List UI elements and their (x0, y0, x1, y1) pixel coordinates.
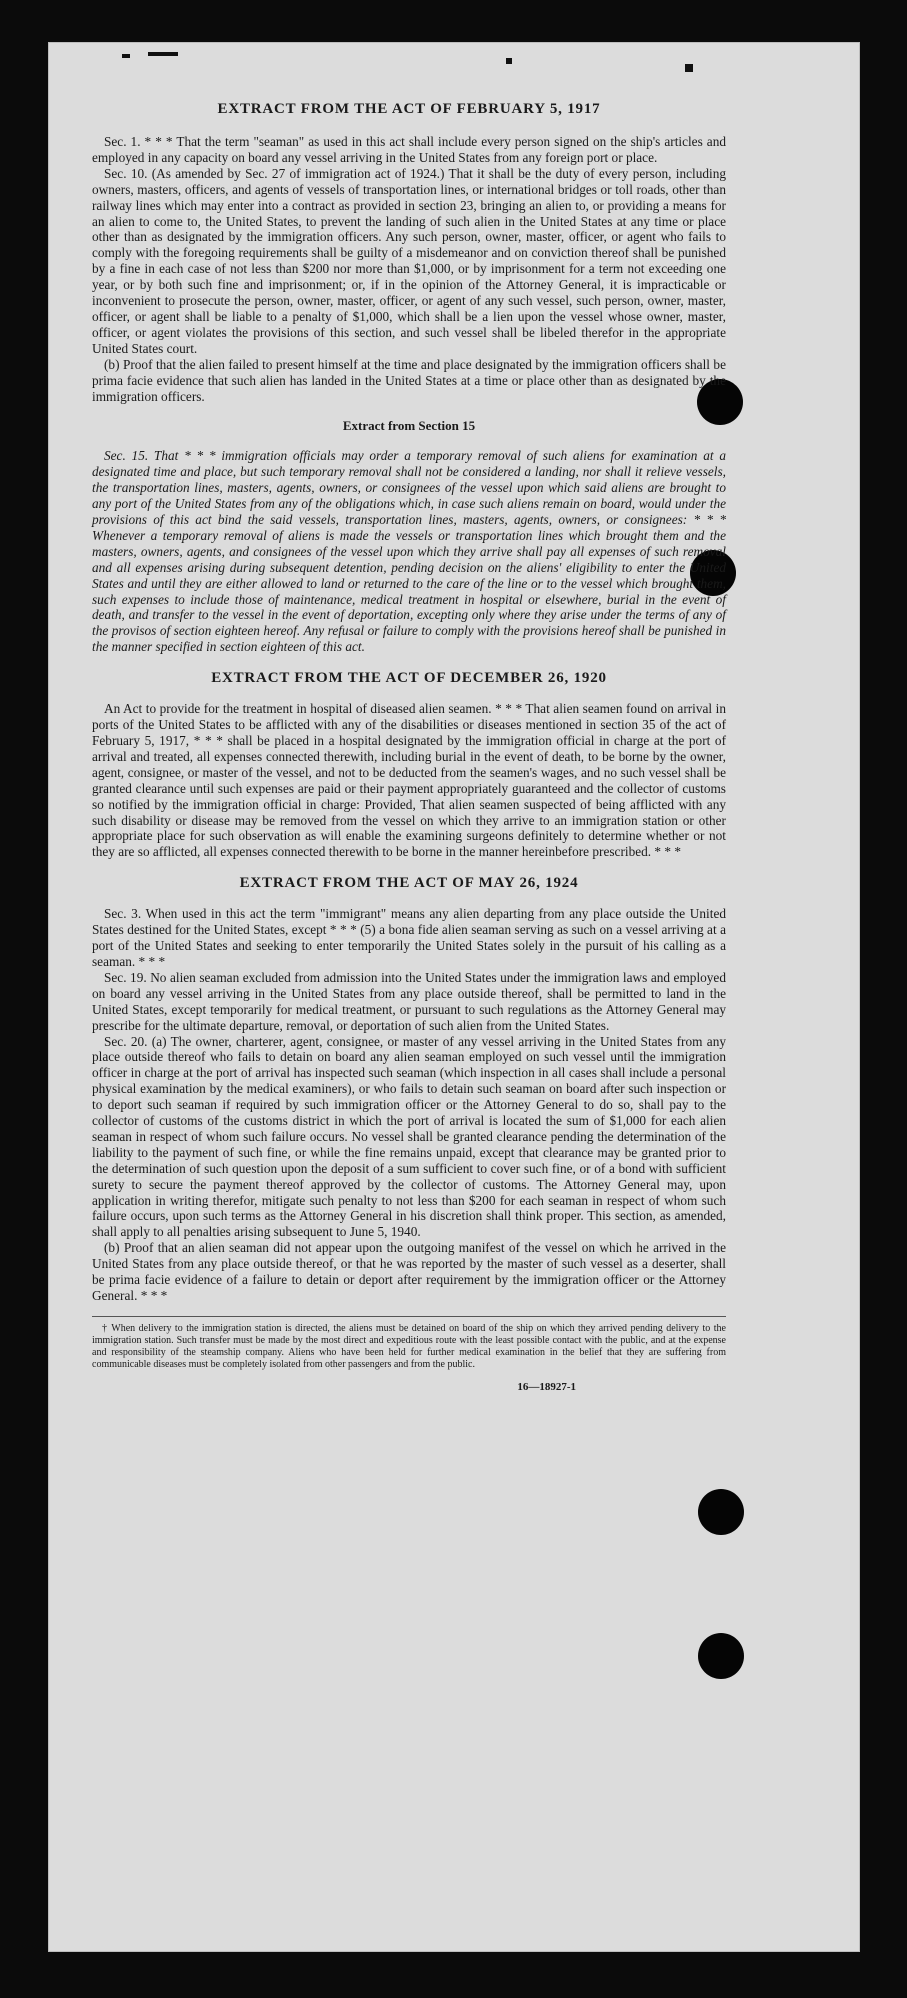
scan-speck (506, 58, 512, 64)
scan-speck (122, 54, 130, 58)
paragraph: Sec. 3. When used in this act the term "immigrant" means any alien departing from any place outside the United States destined for the United States, except * * * (5) a bona fide alien seaman serving as such on a vessel arriving at a port of the United States and seeking to enter temporarily the United States solely in the pursuit of his calling as a seaman. * * * (92, 906, 726, 969)
paragraph: Sec. 15. That * * * immigration officials may order a temporary removal of such aliens for examination at a designated time and place, but such temporary removal shall not be considered a landing, nor shall it relieve vessels, the transportation lines, masters, agents, owners, or consignees of the vessel upon which said aliens are brought to any port of the United States from any of the obligations which, in case such aliens remain on board, would under the provisions of this act bind the said vessels, transportation lines, masters, agents, owners, or consignees: * * * Whenever a temporary removal of aliens is made the vessels or transportation lines which brought them and the masters, owners, agents, and consignees of the vessel upon which they arrive shall pay all expenses of such removal and all expenses arising during subsequent detention, pending decision on the aliens' eligibility to enter the United States and until they are either allowed to land or returned to the care of the line or to the vessel which brought them, such expenses to include those of maintenance, medical treatment in hospital or elsewhere, burial in the event of death, and transfer to the vessel in the event of deportation, excepting only where they arise under the terms of any of the provisos of section eighteen hereof. Any refusal or failure to comply with the provisions hereof shall be punished in the manner specified in section eighteen of this act. (92, 448, 726, 655)
footnote (92, 1316, 726, 1371)
paragraph: Sec. 19. No alien seaman excluded from admission into the United States under the immigration laws and employed on board any vessel arriving in the United States from any place outside thereof, shall be permitted to land in the United States, except temporarily for medical treatment, or pursuant to such regulations as the Attorney General may prescribe for the ultimate departure, removal, or deportation of such alien from the United States. (92, 969, 726, 1033)
document-number: 16—18927-1 (517, 1380, 576, 1393)
section-heading: EXTRACT FROM THE ACT OF DECEMBER 26, 1920 (211, 670, 607, 687)
punch-hole (698, 1633, 744, 1679)
footnote-text: † When delivery to the immigration station is directed, the aliens must be detained on board of the ship on which they arrived pending delivery to the immigration station. Such transfer must be made by the most direct and expeditious route with the least possible contact with the public, and at the expense and responsibility of the steamship company. Aliens who have been held for further medical examination in the belief that they are suffering from communicable diseases must be completely isolated from other passengers and from the public. (92, 1322, 726, 1370)
scan-speck (685, 64, 693, 72)
paragraph: (b) Proof that the alien failed to present himself at the time and place designated by the immigration officers shall be prima facie evidence that such alien has landed in the United States at a time or place other than as designated by the immigration officers. (92, 356, 726, 404)
paragraph: Sec. 20. (a) The owner, charterer, agent, consignee, or master of any vessel arriving in the United States from any place outside thereof who fails to detain on board any alien seaman employed on such vessel until the immigration officer in charge at the port of arrival has inspected such seaman (which inspection in all cases shall include a personal physical examination by the medical examiners), or who fails to detain such seaman on board after such inspection or to deport such seaman if required by such immigration officer or the Attorney General to do so, shall pay to the collector of customs of the customs district in which the port of arrival is located the sum of $1,000 for each alien seaman in respect of whom such failure occurs. No vessel shall be granted clearance pending the determination of the liability to the payment of such fine, or while the fine remains unpaid, except that clearance may be granted prior to the determination of such question upon the deposit of a sum sufficient to cover such fine, or of a bond with sufficient surety to secure the payment thereof approved by the collector of customs. The Attorney General may, upon application in writing therefor, mitigate such penalty to not less than $200 for each seaman in respect of whom such failure occurs, upon such terms as the Attorney General in his discretion shall think proper. This section, as amended, shall apply to all penalties arising subsequent to June 5, 1940. (92, 1033, 726, 1240)
paragraph: (b) Proof that an alien seaman did not appear upon the outgoing manifest of the vessel on which he arrived in the United States from any place outside thereof, or that he was reported by the master of such vessel as a deserter, shall be prima facie evidence of a failure to detain or deport after requirement by the immigration officer or the Attorney General. * * * (92, 1240, 726, 1303)
punch-hole (698, 1489, 744, 1535)
section-heading: EXTRACT FROM THE ACT OF FEBRUARY 5, 1917 (217, 101, 601, 117)
section-heading: EXTRACT FROM THE ACT OF MAY 26, 1924 (239, 875, 579, 892)
paragraph: An Act to provide for the treatment in hospital of diseased alien seamen. * * * That alien seamen found on arrival in ports of the United States to be afflicted with any of the disabilities or diseases mentioned in section 35 of the act of February 5, 1917, * * * shall be placed in a hospital designated by the immigration official in charge at the port of arrival and treated, all expenses connected therewith, including burial in the event of death, to be borne by the owner, agent, consignee, or master of the vessel, and not to be deducted from the seamen's wages, and no such vessel shall be granted clearance until such expenses are paid or their payment appropriately guaranteed and the collector of customs so notified by the immigration official in charge: Provided, That alien seamen suspected of being afflicted with any such disability or disease may be removed from the vessel on which they arrive to an immigration station or other appropriate place for such observation as will enable the examining surgeons definitely to determine whether or not they are so afflicted, all expenses connected therewith to be borne in the manner hereinbefore prescribed. * * * (92, 701, 726, 860)
document-body (92, 100, 726, 1393)
section-heading: Extract from Section 15 (342, 418, 476, 434)
paragraph: Sec. 10. (As amended by Sec. 27 of immigration act of 1924.) That it shall be the duty of every person, including owners, masters, officers, and agents of vessels of transportation lines, or international bridges or toll roads, other than railway lines which may enter into a contract as provided in section 23, bringing an alien to, or providing a means for an alien to come to, the United States, to prevent the landing of such alien in the United States at any time or place other than as designated by the immigration officers. Any such person, owner, master, officer, or agent who fails to comply with the foregoing requirements shall be guilty of a misdemeanor and on conviction thereof shall be punished by a fine in each case of not less than $200 nor more than $1,000, or by imprisonment for a term not exceeding one year, or by both such fine and imprisonment; or, if in the opinion of the Attorney General, it is impracticable or inconvenient to prosecute the person, owner, master, officer, or agent of any such vessel, such person, owner, master, officer, or agent shall be liable to a penalty of $1,000, which shall be a lien upon the vessel whose owner, master, officer, or agent violates the provisions of this section, and such vessel shall be libeled therefor in the appropriate United States court. (92, 165, 726, 356)
document-page (48, 42, 860, 1952)
scan-speck (148, 52, 178, 56)
paragraph: Sec. 1. * * * That the term "seaman" as used in this act shall include every person signed on the ship's articles and employed in any capacity on board any vessel arriving in the United States from any foreign port or place. (92, 134, 726, 165)
